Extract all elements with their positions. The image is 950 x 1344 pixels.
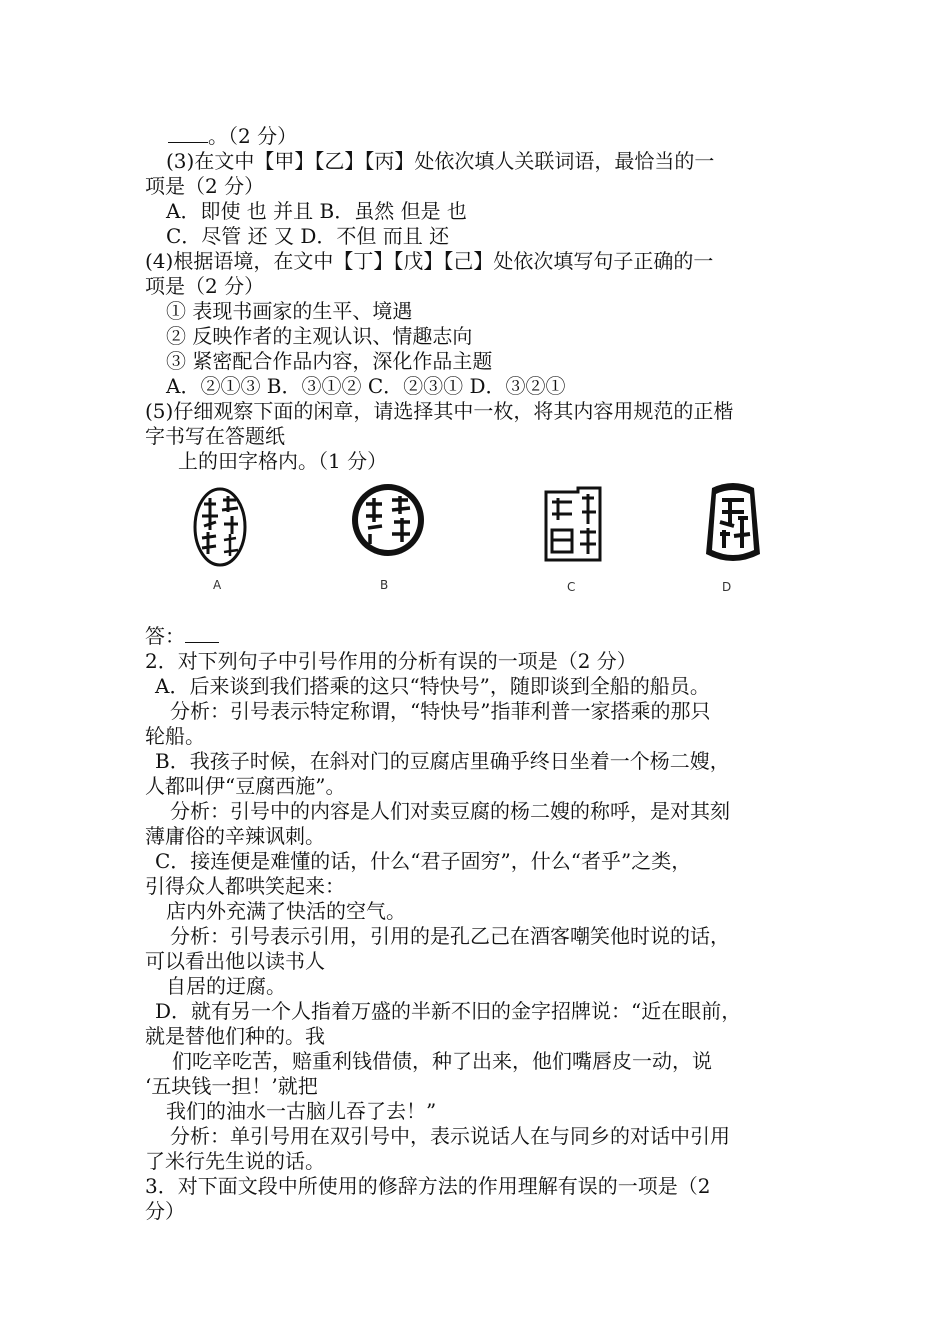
seal-d-image — [700, 478, 766, 568]
q2-option-d-cont4: 我们的油水一古脑儿吞了去！” — [166, 1099, 437, 1123]
q1-s4-stem-cont: 项是（2 分） — [145, 274, 265, 298]
q2-option-d-cont2: 们吃辛吃苦，赔重利钱借债，种了出来，他们嘴唇皮一动，说 — [172, 1049, 712, 1073]
q2-option-c-analysis-cont: 可以看出他以读书人 — [145, 949, 325, 973]
q1-s3-options-cd: C．尽管 还 又 D．不但 而且 还 — [166, 224, 450, 248]
q1-tail-line: 。（2 分） — [168, 124, 297, 148]
q2-option-c-analysis: 分析：引号表示引用，引用的是孔乙己在酒客嘲笑他时说的话， — [170, 924, 730, 948]
q2-option-d-cont3: ‘五块钱一担！’就把 — [145, 1074, 318, 1098]
q2-option-d-cont: 就是替他们种的。我 — [145, 1024, 325, 1048]
q2-stem: 2．对下列句子中引号作用的分析有误的一项是（2 分） — [145, 649, 637, 673]
answer-blank — [185, 624, 219, 643]
q2-option-a-analysis: 分析：引号表示特定称谓，“特快号”指菲利普一家搭乘的那只 — [170, 699, 711, 723]
q1-s5-stem-cont: 字书写在答题纸 — [145, 424, 285, 448]
seal-b-image — [348, 478, 428, 562]
q3-stem-cont: 分） — [145, 1199, 185, 1223]
seal-a-label: A — [213, 578, 222, 592]
q2-option-d: D．就有另一个人指着万盛的半新不旧的金字招牌说：“近在眼前， — [155, 999, 742, 1023]
seal-a-image — [190, 482, 250, 572]
q3-stem: 3．对下面文段中所使用的修辞方法的作用理解有误的一项是（2 — [145, 1174, 711, 1198]
q1-s4-item-2: ② 反映作者的主观认识、情趣志向 — [166, 324, 473, 348]
q2-option-b-analysis-cont: 薄庸俗的辛辣讽刺。 — [145, 824, 325, 848]
q2-option-d-analysis: 分析：单引号用在双引号中，表示说话人在与同乡的对话中引用 — [170, 1124, 730, 1148]
q2-option-c-cont2: 店内外充满了快活的空气。 — [166, 899, 406, 923]
q1-s4-options: A．②①③ B．③①② C．②③① D．③②① — [166, 374, 566, 398]
q2-option-b: B．我孩子时候，在斜对门的豆腐店里确乎终日坐着一个杨二嫂， — [155, 749, 730, 773]
q2-option-b-cont: 人都叫伊“豆腐西施”。 — [145, 774, 346, 798]
q2-option-a-analysis-cont: 轮船。 — [145, 724, 205, 748]
seal-c-label: C — [567, 580, 576, 594]
q2-option-c-analysis-cont2: 自居的迂腐。 — [166, 974, 286, 998]
seal-b-label: B — [380, 578, 389, 592]
seal-d-label: D — [722, 580, 732, 594]
q2-option-b-analysis: 分析：引号中的内容是人们对卖豆腐的杨二嫂的称呼，是对其刻 — [170, 799, 730, 823]
q1-s4-item-3: ③ 紧密配合作品内容，深化作品主题 — [166, 349, 493, 373]
q1-s3-options-ab: A．即使 也 并且 B．虽然 但是 也 — [166, 199, 467, 223]
q2-option-c-cont: 引得众人都哄笑起来： — [145, 874, 345, 898]
q1-s3-stem-cont: 项是（2 分） — [145, 174, 265, 198]
q1-s5-stem-cont2: 上的田字格内。（1 分） — [178, 449, 388, 473]
q1-s3-stem: (3)在文中【甲】【乙】【丙】处依次填人关联词语，最恰当的一 — [166, 149, 715, 173]
q1-s5-stem: (5)仔细观察下面的闲章，请选择其中一枚，将其内容用规范的正楷 — [145, 399, 734, 423]
seal-c-image — [538, 484, 608, 564]
q2-option-d-analysis-cont: 了米行先生说的话。 — [145, 1149, 325, 1173]
answer-line: 答： — [145, 624, 219, 648]
q2-option-c: C．接连便是难懂的话，什么“君子固穷”，什么“者乎”之类， — [155, 849, 692, 873]
q1-s4-item-1: ① 表现书画家的生平、境遇 — [166, 299, 413, 323]
answer-blank — [168, 124, 208, 143]
q1-s4-stem: (4)根据语境，在文中【丁】【戊】【己】处依次填写句子正确的一 — [145, 249, 714, 273]
q2-option-a: A．后来谈到我们搭乘的这只“特快号”，随即谈到全船的船员。 — [155, 674, 710, 698]
